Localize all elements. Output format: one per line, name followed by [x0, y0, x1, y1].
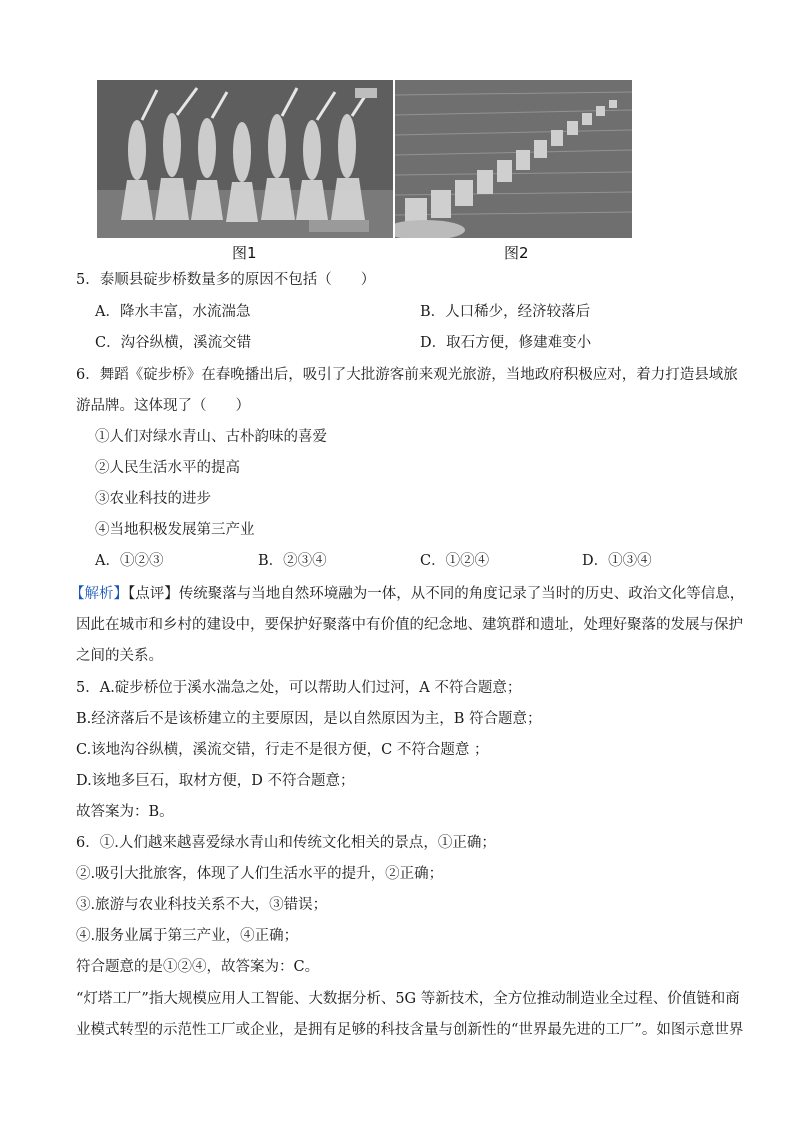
question-6-option-d: D．①③④ [582, 553, 652, 569]
figure-2-caption: 图2 [504, 244, 529, 262]
question-5-option-b: B．人口稀少，经济较落后 [420, 304, 591, 320]
figure-1-caption: 图1 [232, 244, 257, 262]
figure-2-stepping-stone-bridge-photo [395, 80, 632, 238]
figure-1-dance-photo [97, 80, 393, 238]
question-6-option-b: B．②③④ [258, 553, 327, 569]
question-6-item-4: ④当地积极发展第三产业 [95, 522, 255, 538]
question-5-stem: 5．泰顺县碇步桥数量多的原因不包括（ ） [76, 272, 376, 288]
analysis-q6-answer: 符合题意的是①②④，故答案为：C。 [76, 959, 320, 975]
dance-photo-illustration [97, 80, 393, 238]
question-6-stem-line-2: 游品牌。这体现了（ ） [76, 398, 250, 414]
next-passage-line-1: “灯塔工厂”指大规模应用人工智能、大数据分析、5G 等新技术，全方位推动制造业全过程、价值链和商 [76, 991, 740, 1007]
question-5-option-a: A．降水丰富，水流湍急 [95, 304, 251, 320]
analysis-q6-line-3: ③.旅游与农业科技关系不大，③错误； [76, 897, 328, 913]
analysis-review-line-1 [70, 584, 744, 604]
question-5-option-c: C．沟谷纵横，溪流交错 [95, 335, 252, 351]
question-6-item-1: ①人们对绿水青山、古朴韵味的喜爱 [95, 429, 327, 445]
analysis-review-line-3: 之间的关系。 [76, 648, 163, 664]
analysis-q5-line-1: 5．A.碇步桥位于溪水湍急之处，可以帮助人们过河，A 不符合题意； [76, 680, 522, 696]
question-6-option-c: C．①②④ [420, 553, 490, 569]
analysis-q6-line-4: ④.服务业属于第三产业，④正确； [76, 928, 299, 944]
review-text-1: 传统聚落与当地自然环境融为一体，从不同的角度记录了当时的历史、政治文化等信息， [178, 586, 745, 602]
bridge-photo-illustration [395, 80, 632, 238]
question-6-item-3: ③农业科技的进步 [95, 491, 211, 507]
analysis-q5-line-2: B.经济落后不是该桥建立的主要原因，是以自然原因为主，B 符合题意； [76, 711, 542, 727]
analysis-q6-line-1: 6．①.人们越来越喜爱绿水青山和传统文化相关的景点，①正确； [76, 835, 496, 851]
analysis-q5-line-3: C.该地沟谷纵横，溪流交错，行走不是很方便，C 不符合题意 ； [76, 742, 489, 758]
analysis-review-line-2: 因此在城市和乡村的建设中，要保护好聚落中有价值的纪念地、建筑群和遗址，处理好聚落的发展与保护 [76, 617, 743, 633]
question-6-option-a: A．①②③ [95, 553, 164, 569]
review-label: 【点评】 [128, 586, 179, 602]
analysis-q5-answer: 故答案为：B。 [76, 804, 174, 820]
analysis-tag: 【解析】 [70, 586, 128, 602]
analysis-q6-line-2: ②.吸引大批旅客，体现了人们生活水平的提升，②正确； [76, 866, 444, 882]
question-6-stem-line-1: 6．舞蹈《碇步桥》在春晚播出后，吸引了大批游客前来观光旅游，当地政府积极应对，着力打造县域旅 [76, 367, 738, 383]
analysis-q5-line-4: D.该地多巨石，取材方便，D 不符合题意； [76, 773, 355, 789]
question-5-option-d: D．取石方便，修建难变小 [420, 335, 592, 351]
next-passage-line-2: 业模式转型的示范性工厂或企业，是拥有足够的科技含量与创新性的“世界最先进的工厂”。如图示意世界 [76, 1022, 744, 1038]
question-6-item-2: ②人民生活水平的提高 [95, 460, 240, 476]
